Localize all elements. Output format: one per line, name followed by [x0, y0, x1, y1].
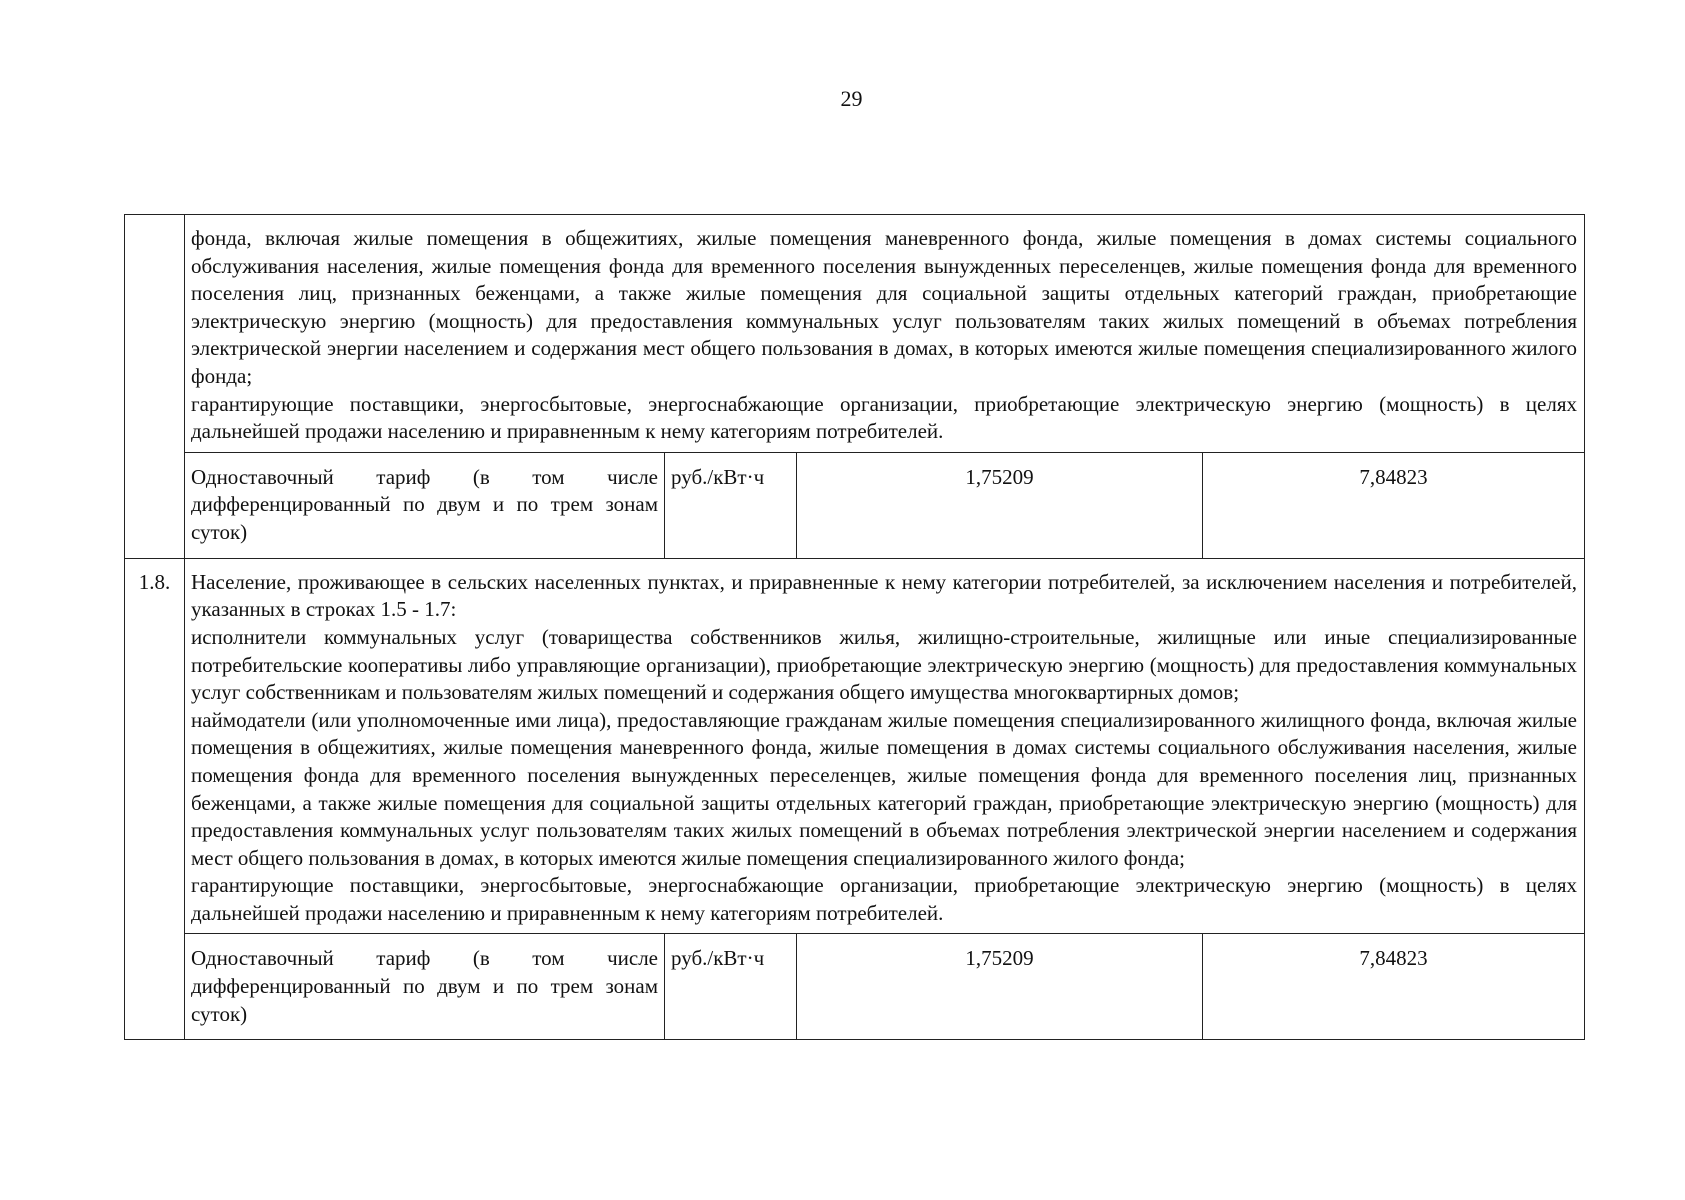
tariff-label: Одноставочный тариф (в том числе дифференцированный по двум и по трем зонам суток): [191, 946, 658, 1026]
tariff-unit: руб./кВт·ч: [665, 934, 797, 1039]
row-number-cell: 1.8.: [125, 558, 185, 1040]
tariff-value-1: 1,75209: [797, 934, 1203, 1039]
tariff-subtable: [185, 453, 1584, 558]
page-number: 29: [840, 86, 863, 111]
row-description: [185, 558, 1585, 934]
table-row: [125, 215, 1585, 453]
table-row: [125, 558, 1585, 934]
description-paragraph: Население, проживающее в сельских населенных пунктах, и приравненные к нему категории потребителей, за исключением населения и потребителей, указанных в строках 1.5 - 1.7:: [191, 569, 1577, 622]
description-paragraph: гарантирующие поставщики, энергосбытовые, энергоснабжающие организации, приобретающие электрическую энергию (мощность) в целях дальнейшей продажи населению и приравненным к нему категориям потребителей.: [191, 391, 1577, 444]
tariff-cell: [185, 452, 1585, 558]
tariff-value-1: 1,75209: [797, 453, 1203, 558]
description-paragraph: исполнители коммунальных услуг (товарищества собственников жилья, жилищно-строительные, жилищные или иные специализированные потребительские кооперативы либо управляющие организации), приобретающие электрическую энергию (мощность) для предоставления коммунальных услуг собственникам и пользователям жилых помещений и содержания общего имущества многоквартирных домов;: [191, 624, 1577, 705]
tariff-value-2: 7,84823: [1203, 934, 1585, 1039]
tariff-row: [125, 934, 1585, 1040]
tariff-subtable: [185, 934, 1584, 1039]
tariff-row: [125, 452, 1585, 558]
tariff-unit: руб./кВт·ч: [665, 453, 797, 558]
tariff-table: [124, 214, 1585, 1040]
row-number-cell: [125, 215, 185, 559]
tariff-value-2: 7,84823: [1203, 453, 1585, 558]
tariff-cell: [185, 934, 1585, 1040]
description-paragraph: гарантирующие поставщики, энергосбытовые, энергоснабжающие организации, приобретающие электрическую энергию (мощность) в целях дальнейшей продажи населению и приравненным к нему категориям потребителей.: [191, 873, 1577, 925]
description-paragraph: наймодатели (или уполномоченные ими лица), предоставляющие гражданам жилые помещения специализированного жилищного фонда, включая жилые помещения в общежитиях, жилые помещения маневренного фонда, жилые помещения в домах системы социального обслуживания населения, жилые помещения фонда для временного поселения вынужденных переселенцев, жилые помещения фонда для временного поселения лиц, признанных беженцами, а также жилые помещения для социальной защиты отдельных категорий граждан, приобретающие электрическую энергию (мощность) для предоставления коммунальных услуг пользователям таких жилых помещений в объемах потребления электрической энергии населением и содержания мест общего пользования в домах, в которых имеются жилые помещения специализированного жилого фонда;: [191, 707, 1577, 870]
row-description: [185, 215, 1585, 453]
tariff-label: Одноставочный тариф (в том числе дифференцированный по двум и по трем зонам суток): [191, 464, 658, 544]
description-paragraph: фонда, включая жилые помещения в общежитиях, жилые помещения маневренного фонда, жилые помещения в домах системы социального обслуживания населения, жилые помещения фонда для временного поселения вынужденных переселенцев, жилые помещения фонда для временного поселения лиц, признанных беженцами, а также жилые помещения для социальной защиты отдельных категорий граждан, приобретающие электрическую энергию (мощность) для предоставления коммунальных услуг пользователям таких жилых помещений в объемах потребления электрической энергии населением и содержания мест общего пользования в домах, в которых имеются жилые помещения специализированного жилого фонда;: [191, 226, 1577, 388]
